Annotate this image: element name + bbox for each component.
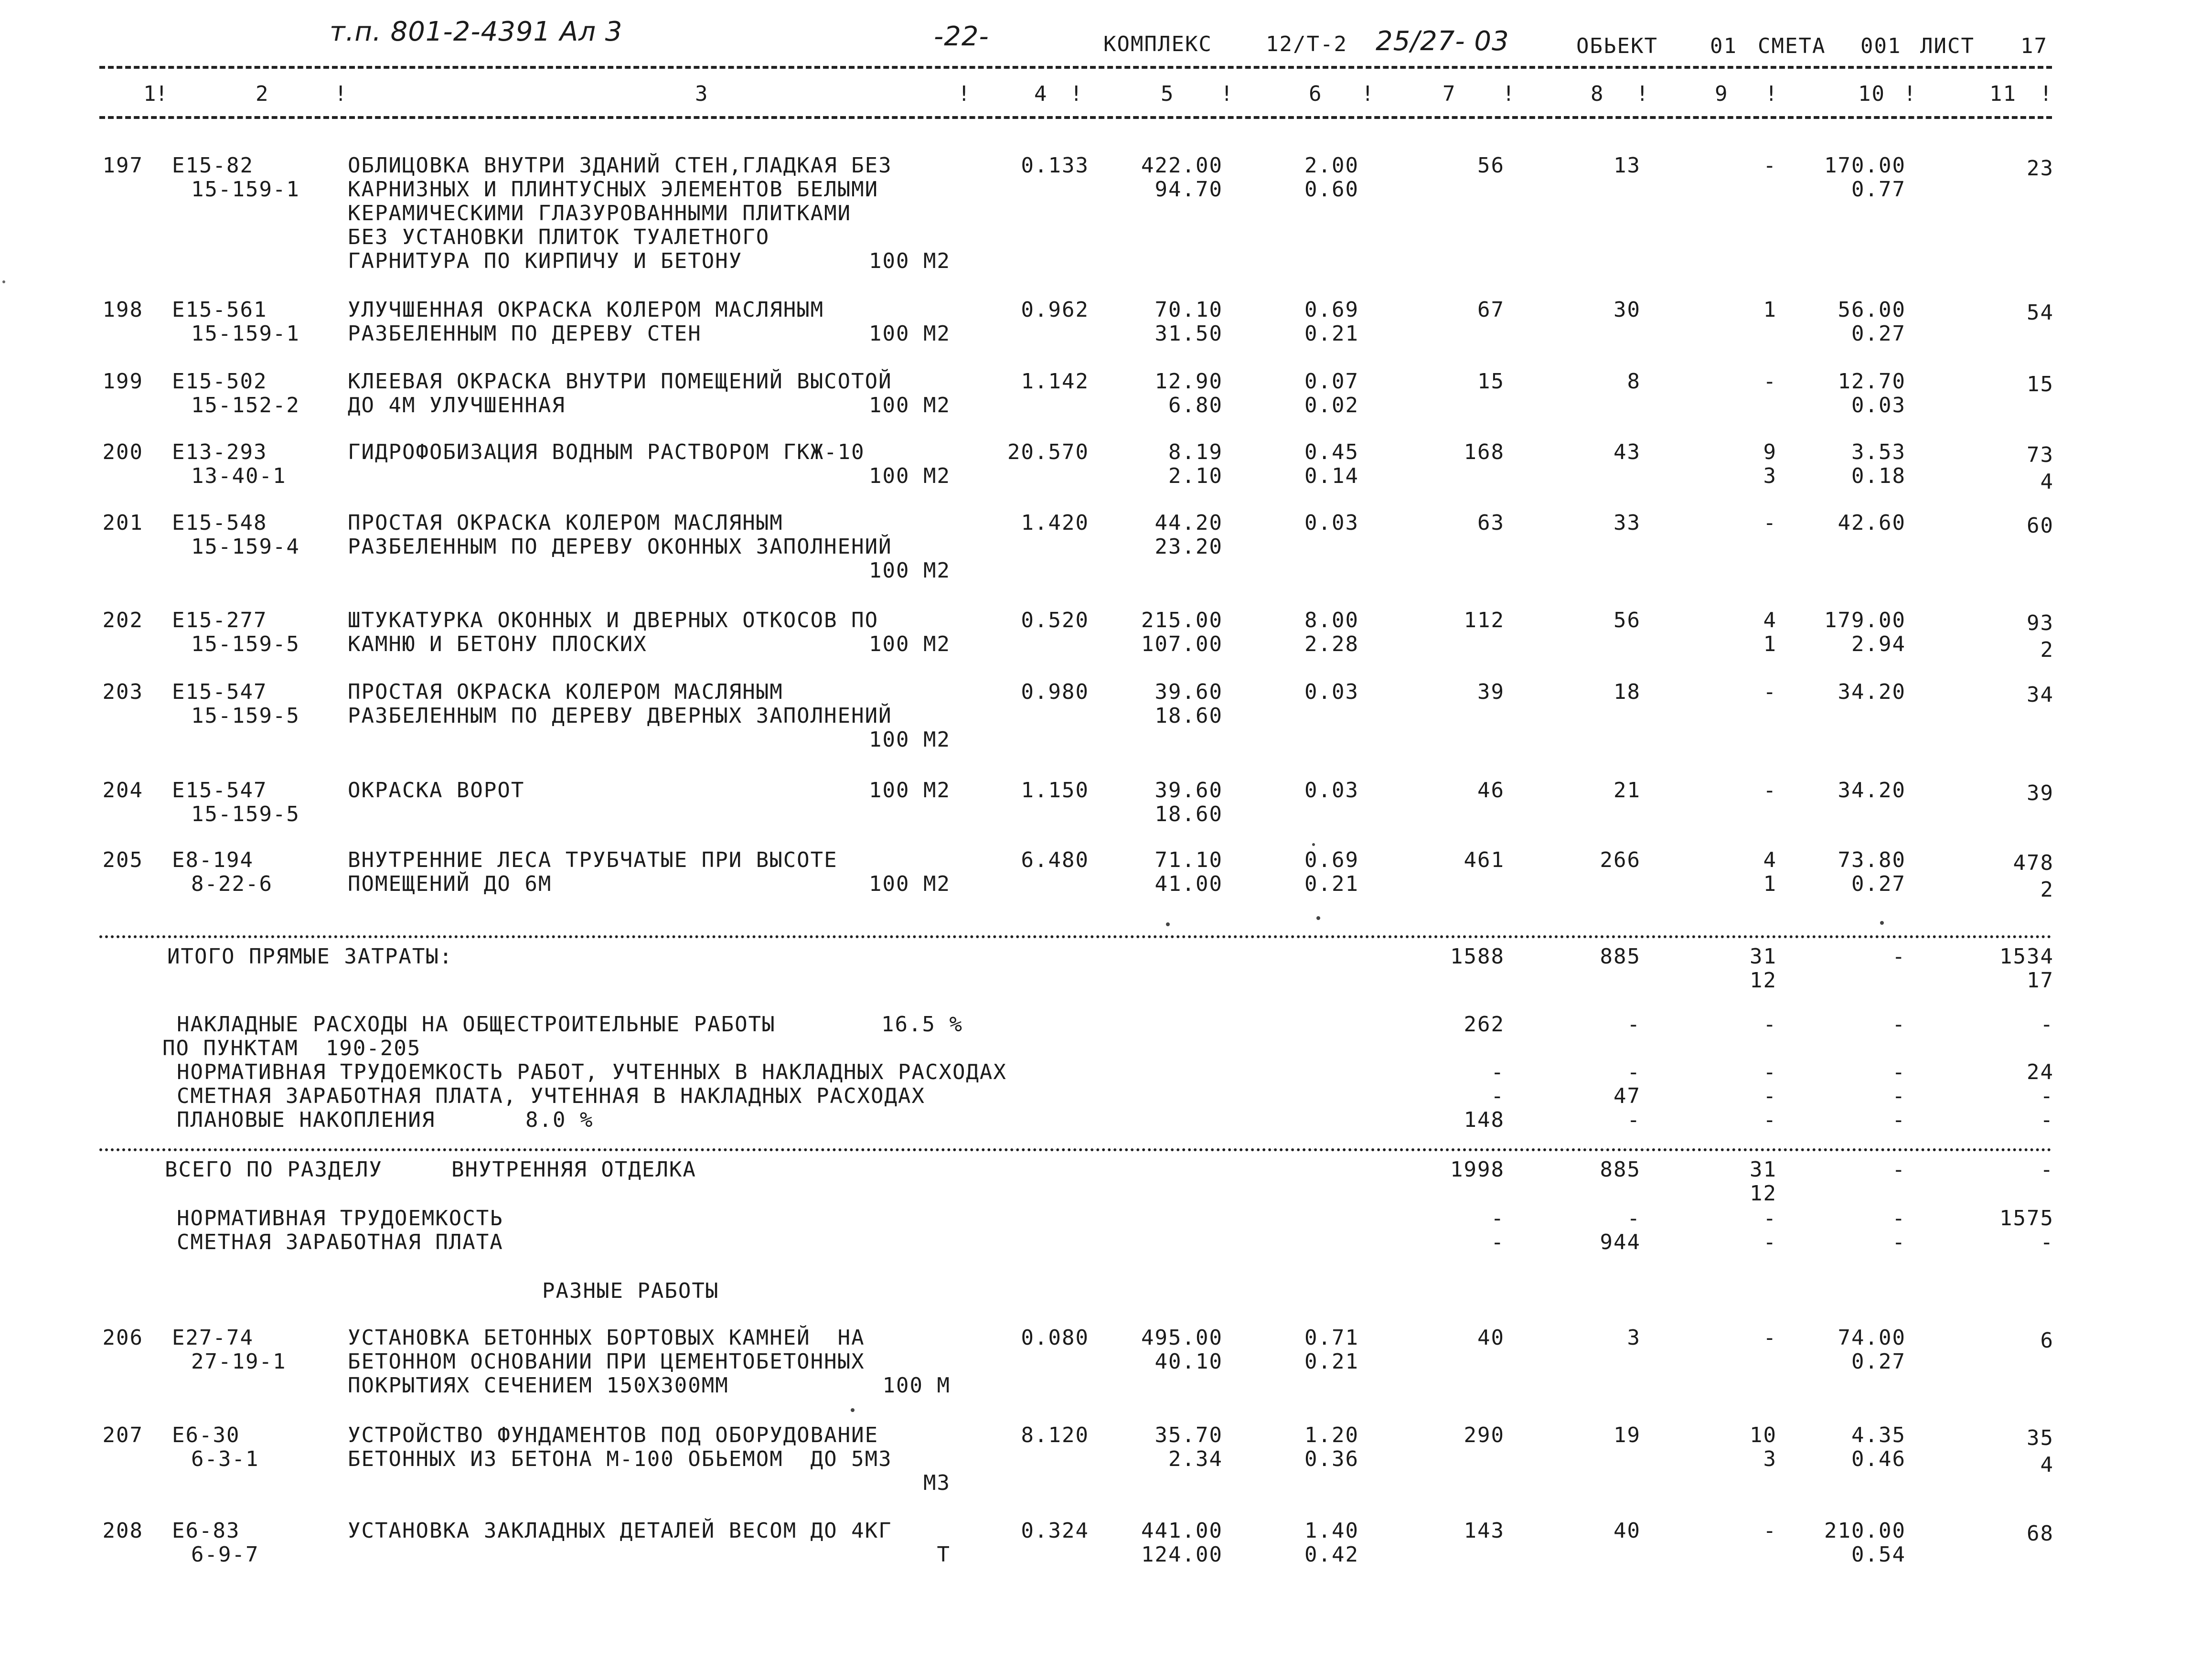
total-labor: 15 [2027,372,2054,396]
machines-cost: 0.71 [1304,1326,1359,1350]
overhead-items: ПО ПУНКТАМ 190-205 [162,1036,421,1060]
row-number: 198 [102,298,143,322]
total-cost: 67 [1477,298,1505,322]
labor-per-unit: 179.00 [1824,608,1906,632]
totals-c11: - [2040,1108,2054,1132]
machines-wages: 2.28 [1304,632,1359,656]
object-value: 01 [1710,34,1737,58]
price-code: 6-3-1 [191,1447,259,1471]
totals-c10: - [1892,1230,1906,1254]
total-machinist-labor: 2 [2040,638,2054,662]
total-labor: 23 [2027,156,2054,181]
total-wages: 19 [1614,1423,1641,1447]
total-wages: 13 [1614,153,1641,178]
norm-code: Е13-293 [172,440,267,464]
price-code: 6-9-7 [191,1542,259,1567]
total-machines: - [1763,778,1777,803]
unit-cost: 70.10 [1154,298,1223,322]
machines-cost: 0.07 [1304,369,1359,394]
total-machines: - [1763,1519,1777,1543]
wages-in-overhead-label: СМЕТНАЯ ЗАРАБОТНАЯ ПЛАТА, УЧТЕННАЯ В НАКЛАДНЫХ РАСХОДАХ [177,1084,925,1108]
norm-code: Е15-82 [172,153,254,178]
price-code: 27-19-1 [191,1349,287,1374]
machines-cost: 1.20 [1304,1423,1359,1447]
total-wages: 56 [1614,608,1641,632]
totals-c10: - [1892,944,1906,969]
totals-c9: 31 [1750,1157,1777,1182]
totals-c7: - [1491,1206,1505,1231]
column-separator: ! [1636,82,1650,106]
norm-code: Е15-548 [172,511,267,535]
section-total-label: ВСЕГО ПО РАЗДЕЛУ [165,1157,383,1182]
overhead-label: НАКЛАДНЫЕ РАСХОДЫ НА ОБЩЕСТРОИТЕЛЬНЫЕ РАБОТЫ [177,1012,776,1037]
totals-c11: 1534 [1999,944,2054,969]
quantity: 8.120 [1021,1423,1089,1447]
quantity: 0.080 [1021,1326,1089,1350]
column-number-5: 5 [1161,82,1175,106]
column-separator: ! [958,82,972,106]
totals-c8: 885 [1600,944,1641,969]
total-labor: 68 [2027,1521,2054,1546]
machines-cost: 0.03 [1304,511,1359,535]
unit-cost: 35.70 [1154,1423,1223,1447]
object-label: ОБЬЕКТ [1576,34,1658,58]
labor-per-unit: 34.20 [1838,778,1906,803]
machinist-labor-per-unit: 2.94 [1851,632,1906,656]
total-wages: 40 [1614,1519,1641,1543]
norm-code: Е8-194 [172,848,254,872]
labor-per-unit: 12.70 [1838,369,1906,394]
totals-c11-second: 17 [2027,968,2054,993]
work-description: БЕЗ УСТАНОВКИ ПЛИТОК ТУАЛЕТНОГО [348,225,770,249]
labor-per-unit: 56.00 [1838,298,1906,322]
totals-c10: - [1892,1084,1906,1108]
price-code: 8-22-6 [191,872,273,896]
unit-cost-wages: 18.60 [1154,704,1223,728]
work-description: КЛЕЕВАЯ ОКРАСКА ВНУТРИ ПОМЕЩЕНИЙ ВЫСОТОЙ [348,369,892,394]
work-description: КЕРАМИЧЕСКИМИ ГЛАЗУРОВАННЫМИ ПЛИТКАМИ [348,201,852,225]
unit: 100 М2 [869,321,951,346]
total-cost: 46 [1477,778,1505,803]
labor-per-unit: 4.35 [1851,1423,1906,1447]
totals-c11: - [2040,1230,2054,1254]
row-number: 205 [102,848,143,872]
unit-cost-wages: 124.00 [1141,1542,1223,1567]
column-number-3: 3 [695,82,709,106]
totals-c9-second: 12 [1750,968,1777,993]
totals-c9: - [1763,1012,1777,1037]
unit-cost: 39.60 [1154,680,1223,704]
price-code: 15-159-5 [191,802,300,826]
unit: М3 [923,1471,951,1495]
unit-cost-wages: 6.80 [1168,393,1223,417]
total-labor: 60 [2027,514,2054,538]
totals-c7: 262 [1464,1012,1505,1037]
labor-per-unit: 74.00 [1838,1326,1906,1350]
column-number-9: 9 [1715,82,1729,106]
unit-cost: 441.00 [1141,1519,1223,1543]
column-number-2: 2 [256,82,269,106]
norm-code: Е6-83 [172,1519,240,1543]
unit: 100 М [882,1373,951,1398]
unit: 100 М2 [869,728,951,752]
direct-costs-label: ИТОГО ПРЯМЫЕ ЗАТРАТЫ: [167,944,453,969]
total-wages: 30 [1614,298,1641,322]
column-separator: ! [1220,82,1234,106]
total-wages: 18 [1614,680,1641,704]
column-separator: ! [155,82,169,106]
work-description: ДО 4М УЛУЧШЕННАЯ [348,393,566,417]
column-number-7: 7 [1443,82,1456,106]
row-number: 203 [102,680,143,704]
column-number-11: 11 [1989,82,2017,106]
column-separator: ! [1361,82,1375,106]
unit: Т [937,1542,951,1567]
column-number-4: 4 [1034,82,1048,106]
total-machinist-labor: 4 [2040,1453,2054,1477]
unit: 100 М2 [869,558,951,583]
work-description: УСТАНОВКА ЗАКЛАДНЫХ ДЕТАЛЕЙ ВЕСОМ ДО 4КГ [348,1519,892,1543]
totals-c7: 1588 [1450,944,1505,969]
machines-wages: 0.42 [1304,1542,1359,1567]
savings-label: ПЛАНОВЫЕ НАКОПЛЕНИЯ [177,1108,436,1132]
quantity: 1.142 [1021,369,1089,394]
unit: 100 М2 [869,632,951,656]
total-machinist-labor: 2 [2040,877,2054,902]
column-number-6: 6 [1309,82,1323,106]
total-wages: 8 [1627,369,1641,394]
machines-wages: 0.21 [1304,872,1359,896]
total-machines: 10 [1750,1423,1777,1447]
unit-cost-wages: 107.00 [1141,632,1223,656]
norm-code: Е15-277 [172,608,267,632]
unit: 100 М2 [869,778,951,803]
machinist-labor-per-unit: 0.77 [1851,177,1906,202]
machines-wages: 0.02 [1304,393,1359,417]
machinist-labor-per-unit: 0.54 [1851,1542,1906,1567]
totals-c9: - [1763,1230,1777,1254]
work-description: БЕТОННОМ ОСНОВАНИИ ПРИ ЦЕМЕНТОБЕТОННЫХ [348,1349,865,1374]
totals-c8: - [1627,1206,1641,1231]
row-number: 206 [102,1326,143,1350]
price-code: 15-159-5 [191,632,300,656]
work-description: РАЗБЕЛЕННЫМ ПО ДЕРЕВУ ДВЕРНЫХ ЗАПОЛНЕНИЙ [348,704,892,728]
column-separator: ! [1502,82,1516,106]
section2-title: РАЗНЫЕ РАБОТЫ [542,1279,719,1303]
doc-code: т.п. 801-2-4391 Ал 3 [330,16,623,47]
total-machines: 1 [1763,298,1777,322]
labor-per-unit: 42.60 [1838,511,1906,535]
price-code: 15-159-1 [191,177,300,202]
sheet-value: 17 [2020,34,2048,58]
totals-c8: 47 [1614,1084,1641,1108]
machinist-labor-per-unit: 0.03 [1851,393,1906,417]
machines-wages: 0.21 [1304,1349,1359,1374]
total-labor: 73 [2027,443,2054,467]
quantity: 1.150 [1021,778,1089,803]
row-number: 200 [102,440,143,464]
totals-c7: - [1491,1060,1505,1084]
work-description: УЛУЧШЕННАЯ ОКРАСКА КОЛЕРОМ МАСЛЯНЫМ [348,298,824,322]
total-wages: 43 [1614,440,1641,464]
totals-c7: 1998 [1450,1157,1505,1182]
quantity: 0.324 [1021,1519,1089,1543]
price-code: 15-159-1 [191,321,300,346]
price-code: 15-152-2 [191,393,300,417]
totals-c11: - [2040,1157,2054,1182]
quantity: 0.962 [1021,298,1089,322]
unit-cost: 215.00 [1141,608,1223,632]
machines-cost: 0.69 [1304,848,1359,872]
quantity: 0.520 [1021,608,1089,632]
column-separator: ! [1765,82,1779,106]
unit-cost: 39.60 [1154,778,1223,803]
totals-c10: - [1892,1157,1906,1182]
work-description: ШТУКАТУРКА ОКОННЫХ И ДВЕРНЫХ ОТКОСОВ ПО [348,608,879,632]
totals-c8: - [1627,1108,1641,1132]
totals-c9: 31 [1750,944,1777,969]
savings-percent: 8.0 % [525,1108,594,1132]
machines-cost: 0.03 [1304,778,1359,803]
quantity: 6.480 [1021,848,1089,872]
page-number: -22- [934,21,989,52]
total-machinist-labor: 4 [2040,470,2054,494]
totals-c9: - [1763,1108,1777,1132]
unit-cost-wages: 2.34 [1168,1447,1223,1471]
labor-per-unit: 34.20 [1838,680,1906,704]
quantity: 0.133 [1021,153,1089,178]
row-number: 201 [102,511,143,535]
totals-c7: - [1491,1230,1505,1254]
totals-c8: - [1627,1060,1641,1084]
section-name: ВНУТРЕННЯЯ ОТДЕЛКА [451,1157,696,1182]
total-machines: - [1763,369,1777,394]
sheet-label: ЛИСТ [1920,34,1975,58]
total-wages: 21 [1614,778,1641,803]
unit-cost: 495.00 [1141,1326,1223,1350]
unit: 100 М2 [869,393,951,417]
machines-wages: 0.60 [1304,177,1359,202]
overhead-percent: 16.5 % [881,1012,963,1037]
total-labor: 93 [2027,611,2054,635]
totals-c9-second: 12 [1750,1181,1777,1206]
work-description: ПРОСТАЯ ОКРАСКА КОЛЕРОМ МАСЛЯНЫМ [348,680,783,704]
total-machines: 4 [1763,848,1777,872]
unit-cost: 71.10 [1154,848,1223,872]
total-machines: - [1763,1326,1777,1350]
price-code: 15-159-5 [191,704,300,728]
total-labor: 35 [2027,1426,2054,1450]
machines-cost: 8.00 [1304,608,1359,632]
unit-cost-wages: 40.10 [1154,1349,1223,1374]
machinist-labor-per-unit: 0.27 [1851,1349,1906,1374]
work-description: БЕТОННЫХ ИЗ БЕТОНА М-100 ОБЬЕМОМ ДО 5М3 [348,1447,892,1471]
norm-code: Е6-30 [172,1423,240,1447]
column-number-10: 10 [1858,82,1885,106]
totals-c9: - [1763,1060,1777,1084]
work-description: ОБЛИЦОВКА ВНУТРИ ЗДАНИЙ СТЕН,ГЛАДКАЯ БЕЗ [348,153,892,178]
labor-per-unit: 3.53 [1851,440,1906,464]
totals-c8: 885 [1600,1157,1641,1182]
quantity: 0.980 [1021,680,1089,704]
work-description: ПОМЕЩЕНИЙ ДО 6М [348,872,552,896]
total-cost: 40 [1477,1326,1505,1350]
machines-cost: 0.69 [1304,298,1359,322]
machinist-labor-per-unit: 0.27 [1851,321,1906,346]
total-wages: 3 [1627,1326,1641,1350]
total-machines-wages: 3 [1763,464,1777,488]
totals-c11: 24 [2027,1060,2054,1084]
work-description: ПРОСТАЯ ОКРАСКА КОЛЕРОМ МАСЛЯНЫМ [348,511,783,535]
machinist-labor-per-unit: 0.18 [1851,464,1906,488]
totals-c10: - [1892,1108,1906,1132]
unit-cost-wages: 2.10 [1168,464,1223,488]
work-description: УСТАНОВКА БЕТОННЫХ БОРТОВЫХ КАМНЕЙ НА [348,1326,865,1350]
work-description: РАЗБЕЛЕННЫМ ПО ДЕРЕВУ СТЕН [348,321,702,346]
total-machines: 9 [1763,440,1777,464]
work-description: КАМНЮ И БЕТОНУ ПЛОСКИХ [348,632,647,656]
norm-code: Е15-561 [172,298,267,322]
quantity: 20.570 [1007,440,1089,464]
complex-handwritten: 25/27- 03 [1376,26,1509,57]
column-separator: ! [334,82,348,106]
total-cost: 15 [1477,369,1505,394]
complex-value: 12/Т-2 [1266,32,1347,56]
totals-c11: - [2040,1012,2054,1037]
total-labor: 34 [2027,683,2054,707]
machines-wages: 0.36 [1304,1447,1359,1471]
total-labor: 478 [2013,851,2054,875]
machines-cost: 0.45 [1304,440,1359,464]
labor-in-overhead-label: НОРМАТИВНАЯ ТРУДОЕМКОСТЬ РАБОТ, УЧТЕННЫХ В НАКЛАДНЫХ РАСХОДАХ [177,1060,1007,1084]
labor-per-unit: 170.00 [1824,153,1906,178]
totals-c8: - [1627,1012,1641,1037]
estimate-label: СМЕТА [1758,34,1826,58]
total-machines-wages: 1 [1763,632,1777,656]
work-description: ВНУТРЕННИЕ ЛЕСА ТРУБЧАТЫЕ ПРИ ВЫСОТЕ [348,848,838,872]
unit-cost-wages: 94.70 [1154,177,1223,202]
totals-c7: - [1491,1084,1505,1108]
column-separator: ! [2040,82,2053,106]
totals-c10: - [1892,1060,1906,1084]
estimate-value: 001 [1860,34,1902,58]
total-cost: 143 [1464,1519,1505,1543]
work-description: КАРНИЗНЫХ И ПЛИНТУСНЫХ ЭЛЕМЕНТОВ БЕЛЫМИ [348,177,879,202]
total-cost: 461 [1464,848,1505,872]
work-description: ОКРАСКА ВОРОТ [348,778,525,803]
total-machines-wages: 3 [1763,1447,1777,1471]
unit-cost: 12.90 [1154,369,1223,394]
unit-cost-wages: 41.00 [1154,872,1223,896]
row-number: 208 [102,1519,143,1543]
row-number: 207 [102,1423,143,1447]
unit: 100 М2 [869,464,951,488]
total-cost: 112 [1464,608,1505,632]
quantity: 1.420 [1021,511,1089,535]
total-machines: - [1763,680,1777,704]
unit: 100 М2 [869,872,951,896]
machines-wages: 0.14 [1304,464,1359,488]
unit-cost-wages: 18.60 [1154,802,1223,826]
unit-cost-wages: 23.20 [1154,535,1223,559]
column-separator: ! [1070,82,1084,106]
work-description: УСТРОЙСТВО ФУНДАМЕНТОВ ПОД ОБОРУДОВАНИЕ [348,1423,879,1447]
totals-c10: - [1892,1206,1906,1231]
unit-cost: 8.19 [1168,440,1223,464]
column-separator: ! [1903,82,1917,106]
total-cost: 56 [1477,153,1505,178]
totals-c10: - [1892,1012,1906,1037]
total-machines-wages: 1 [1763,872,1777,896]
est-wages-label: СМЕТНАЯ ЗАРАБОТНАЯ ПЛАТА [177,1230,503,1254]
total-wages: 33 [1614,511,1641,535]
total-cost: 168 [1464,440,1505,464]
unit-cost: 44.20 [1154,511,1223,535]
unit-cost: 422.00 [1141,153,1223,178]
total-labor: 39 [2027,781,2054,805]
work-description: ГАРНИТУРА ПО КИРПИЧУ И БЕТОНУ [348,249,743,273]
totals-c9: - [1763,1084,1777,1108]
total-labor: 54 [2027,300,2054,325]
price-code: 13-40-1 [191,464,287,488]
norm-code: Е15-502 [172,369,267,394]
machines-cost: 2.00 [1304,153,1359,178]
norm-labor-label: НОРМАТИВНАЯ ТРУДОЕМКОСТЬ [177,1206,503,1231]
work-description: ПОКРЫТИЯХ СЕЧЕНИЕМ 150Х300ММ [348,1373,729,1398]
machines-wages: 0.21 [1304,321,1359,346]
norm-code: Е15-547 [172,680,267,704]
row-number: 197 [102,153,143,178]
total-machines: 4 [1763,608,1777,632]
totals-c9: - [1763,1206,1777,1231]
row-number: 202 [102,608,143,632]
total-labor: 6 [2040,1328,2054,1353]
machines-cost: 0.03 [1304,680,1359,704]
norm-code: Е27-74 [172,1326,254,1350]
machinist-labor-per-unit: 0.46 [1851,1447,1906,1471]
total-cost: 39 [1477,680,1505,704]
machinist-labor-per-unit: 0.27 [1851,872,1906,896]
complex-label: КОМПЛЕКС [1103,32,1212,56]
total-cost: 63 [1477,511,1505,535]
totals-c8: 944 [1600,1230,1641,1254]
price-code: 15-159-4 [191,535,300,559]
totals-c11: 1575 [1999,1206,2054,1231]
work-description: РАЗБЕЛЕННЫМ ПО ДЕРЕВУ ОКОННЫХ ЗАПОЛНЕНИЙ [348,535,892,559]
labor-per-unit: 210.00 [1824,1519,1906,1543]
row-number: 204 [102,778,143,803]
column-number-1: 1 [143,82,157,106]
total-machines: - [1763,511,1777,535]
column-number-8: 8 [1591,82,1604,106]
norm-code: Е15-547 [172,778,267,803]
total-machines: - [1763,153,1777,178]
unit: 100 М2 [869,249,951,273]
total-wages: 266 [1600,848,1641,872]
labor-per-unit: 73.80 [1838,848,1906,872]
row-number: 199 [102,369,143,394]
totals-c11: - [2040,1084,2054,1108]
machines-cost: 1.40 [1304,1519,1359,1543]
work-description: ГИДРОФОБИЗАЦИЯ ВОДНЫМ РАСТВОРОМ ГКЖ-10 [348,440,865,464]
totals-c7: 148 [1464,1108,1505,1132]
unit-cost-wages: 31.50 [1154,321,1223,346]
total-cost: 290 [1464,1423,1505,1447]
